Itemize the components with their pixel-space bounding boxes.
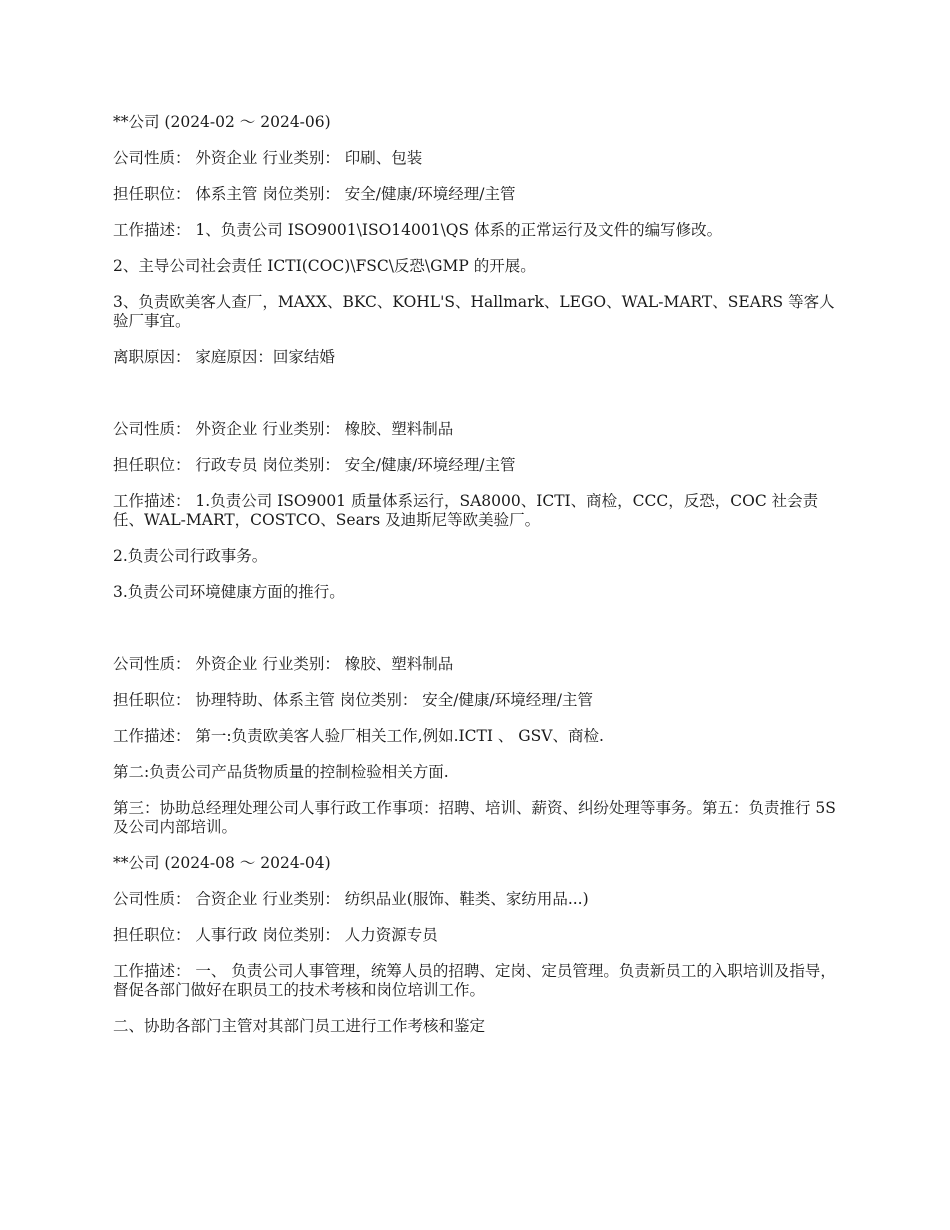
position-held: 担任职位： 行政专员 岗位类别： 安全/健康/环境经理/主管 [113, 456, 516, 474]
company-nature: 公司性质： 外资企业 行业类别： 印刷、包装 [113, 149, 423, 167]
section-gap [113, 384, 841, 420]
job-description: 工作描述： 一、 负责公司人事管理，统筹人员的招聘、定岗、定员管理。负责新员工的入职培训及指导，督促各部门做好在职员工的技术考核和岗位培训工作。 [113, 962, 836, 999]
job-description-item: 2、主导公司社会责任 ICTI(COC)\FSC\反恐\GMP 的开展。 [113, 257, 536, 275]
job-description-item: 2.负责公司行政事务。 [113, 547, 268, 565]
company-nature: 公司性质： 外资企业 行业类别： 橡胶、塑料制品 [113, 420, 454, 438]
position-held: 担任职位： 人事行政 岗位类别： 人力资源专员 [113, 926, 438, 944]
company-nature: 公司性质： 合资企业 行业类别： 纺织品业(服饰、鞋类、家纺用品...) [113, 890, 589, 908]
company-nature: 公司性质： 外资企业 行业类别： 橡胶、塑料制品 [113, 655, 454, 673]
resume-work-experience [113, 113, 841, 1053]
position-held: 担任职位： 协理特助、体系主管 岗位类别： 安全/健康/环境经理/主管 [113, 691, 593, 709]
job-description: 工作描述： 1.负责公司 ISO9001 质量体系运行，SA8000、ICTI、商检，CCC，反恐，COC 社会责任、WAL-MART，COSTCO、Sears 及迪斯尼等欧美验厂。 [113, 492, 819, 529]
job-description-item: 3.负责公司环境健康方面的推行。 [113, 583, 345, 601]
job-description-item: 第二:负责公司产品货物质量的控制检验相关方面. [113, 763, 449, 781]
section-gap [113, 619, 841, 655]
job-description-item: 3、负责欧美客人查厂，MAXX、BKC、KOHL'S、Hallmark、LEGO、WAL-MART、SEARS 等客人验厂事宜。 [113, 293, 835, 330]
job-description: 工作描述： 第一:负责欧美客人验厂相关工作,例如.ICTI 、 GSV、商检. [113, 727, 604, 745]
company-heading: **公司 (2024-08 ～ 2024-04) [113, 854, 331, 872]
leaving-reason: 离职原因： 家庭原因：回家结婚 [113, 348, 335, 366]
position-held: 担任职位： 体系主管 岗位类别： 安全/健康/环境经理/主管 [113, 185, 516, 203]
company-heading: **公司 (2024-02 ～ 2024-06) [113, 113, 331, 131]
job-description-item: 二、协助各部门主管对其部门员工进行工作考核和鉴定 [113, 1017, 486, 1035]
job-description-item: 第三：协助总经理处理公司人事行政工作事项：招聘、培训、薪资、纠纷处理等事务。第五：负责推行 5S 及公司内部培训。 [113, 799, 836, 836]
job-description: 工作描述： 1、负责公司 ISO9001\ISO14001\QS 体系的正常运行及文件的编写修改。 [113, 221, 723, 239]
